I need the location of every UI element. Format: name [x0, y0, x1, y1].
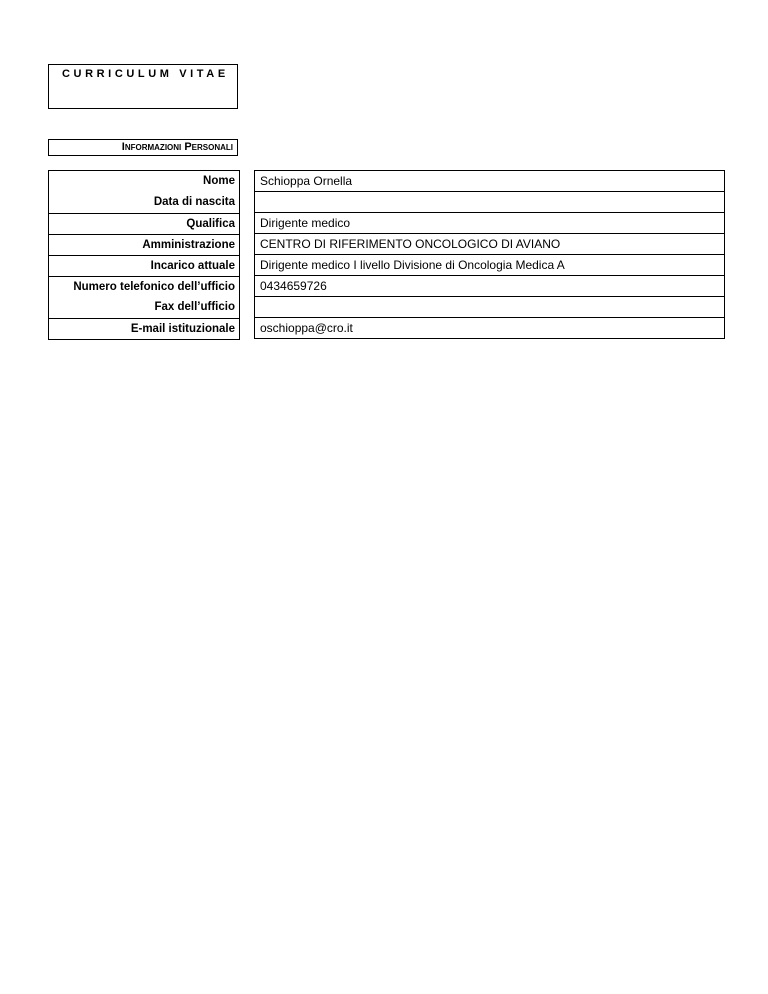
- value-numero-telefonico: 0434659726: [255, 275, 724, 296]
- label-qualifica: Qualifica: [49, 213, 239, 234]
- section-title: Informazioni Personali: [121, 141, 233, 153]
- cv-title: CURRICULUM VITAE: [62, 68, 229, 80]
- label-amministrazione: Amministrazione: [49, 234, 239, 255]
- value-data-di-nascita: [255, 191, 724, 212]
- value-incarico-attuale: Dirigente medico I livello Divisione di Oncologia Medica A: [255, 254, 724, 275]
- section-header-box: [48, 139, 238, 156]
- label-nome: Nome: [203, 175, 235, 187]
- value-qualifica: Dirigente medico: [255, 212, 724, 233]
- value-nome: Schioppa Ornella: [255, 170, 724, 191]
- label-incarico-attuale: Incarico attuale: [49, 255, 239, 276]
- label-fax: Fax dell’ufficio: [154, 301, 235, 313]
- label-email: E-mail istituzionale: [49, 318, 239, 339]
- labels-column: [48, 170, 240, 340]
- label-data-di-nascita: Data di nascita: [153, 196, 235, 208]
- value-email: oschioppa@cro.it: [255, 317, 724, 338]
- label-numero-telefonico: Numero telefonico dell’ufficio: [49, 276, 239, 297]
- value-amministrazione: CENTRO DI RIFERIMENTO ONCOLOGICO DI AVIANO: [255, 233, 724, 254]
- cv-title-box: [48, 64, 238, 109]
- values-column: [254, 170, 725, 339]
- value-fax: [255, 296, 724, 317]
